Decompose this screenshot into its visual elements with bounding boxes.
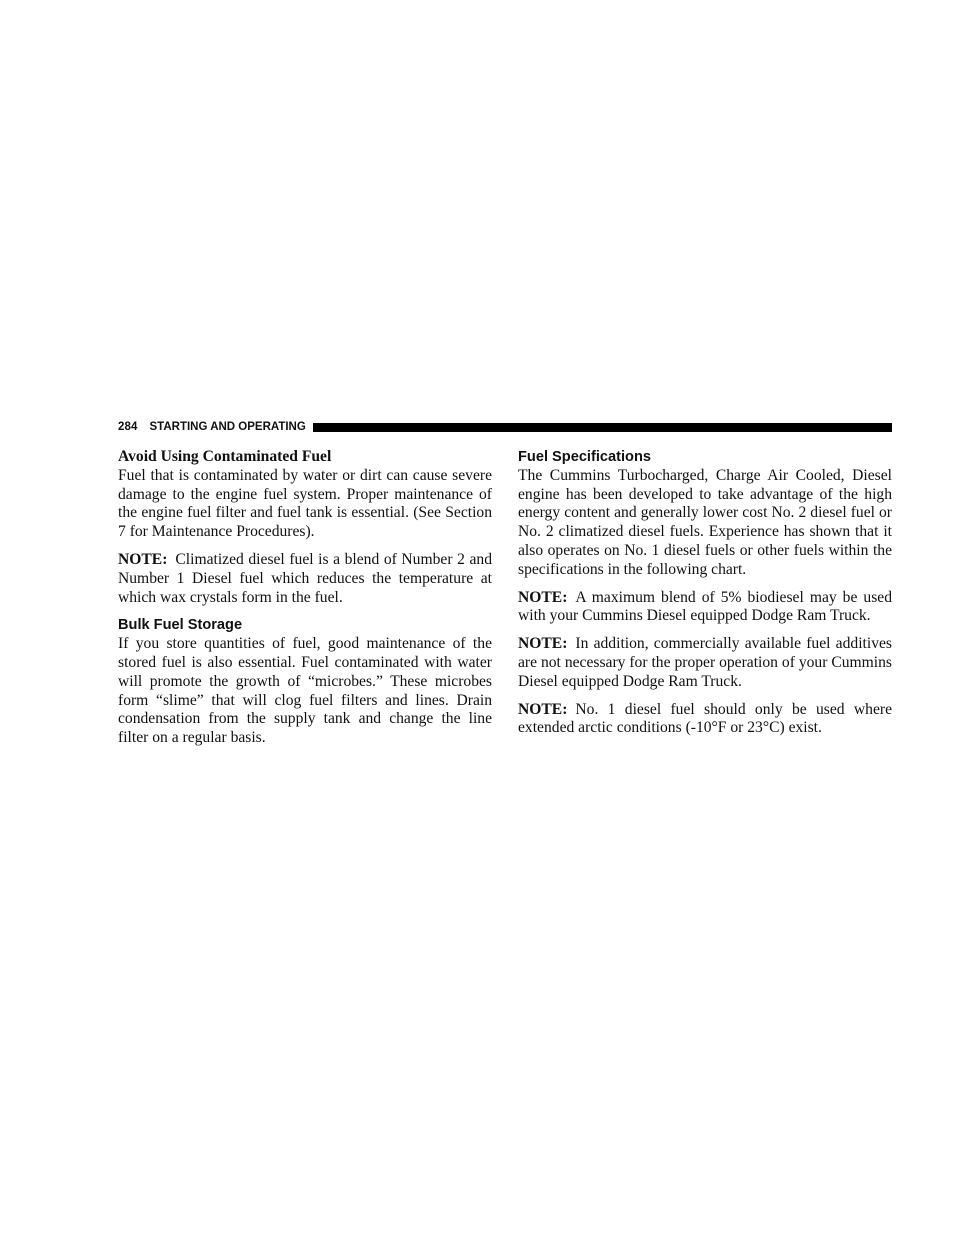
note-text: A maximum blend of 5% biodiesel may be used with your Cummins Diesel equipped Dodge Ram Truck. (518, 588, 892, 625)
left-column (118, 448, 492, 757)
bulk-fuel-storage-paragraph: If you store quantities of fuel, good maintenance of the stored fuel is also essential. Fuel contaminated with water will promote the growth of “microbes.” These microbes form “slime” that will clog fuel filters and lines. Drain condensation from the supply tank and change the line filter on a regular basis. (118, 635, 492, 747)
note-fuel-additives (518, 635, 892, 691)
note-climatized-fuel (118, 551, 492, 607)
fuel-specifications-heading: Fuel Specifications (518, 449, 651, 465)
header-rule (313, 423, 892, 432)
note-label: NOTE: (118, 550, 168, 568)
avoid-contaminated-fuel-paragraph: Fuel that is contaminated by water or dirt can cause severe damage to the engine fuel system. Proper maintenance of the engine fuel filter and fuel tank is essential. (See Section 7 for Maintenance Procedures). (118, 466, 492, 541)
note-label: NOTE: (518, 588, 568, 606)
note-label: NOTE: (518, 635, 568, 653)
page-header (118, 420, 892, 434)
bulk-fuel-storage-heading: Bulk Fuel Storage (118, 617, 243, 634)
avoid-contaminated-fuel-heading: Avoid Using Contaminated Fuel (118, 448, 332, 465)
fuel-specifications-paragraph: The Cummins Turbocharged, Charge Air Cooled, Diesel engine has been developed to take advantage of the high energy content and generally lower cost No. 2 diesel fuel or No. 2 climatized diesel fuels. Experience has shown that it also operates on No. 1 diesel fuels or other fuels within the specifications in the following chart. (518, 466, 892, 578)
page-number: 284 (118, 421, 138, 433)
note-text: Climatized diesel fuel is a blend of Number 2 and Number 1 Diesel fuel which reduces the temperature at which wax crystals form in the fuel. (118, 550, 492, 606)
note-biodiesel (518, 589, 892, 627)
right-column (518, 448, 892, 747)
section-title: STARTING AND OPERATING (149, 421, 306, 433)
note-text: In addition, commercially available fuel additives are not necessary for the proper operation of your Cummins Diesel equipped Dodge Ram Truck. (518, 635, 892, 690)
note-label: NOTE: (518, 700, 568, 718)
note-text: No. 1 diesel fuel should only be used where extended arctic conditions (-10°F or 23°C) exist. (518, 700, 892, 737)
note-no1-diesel (518, 701, 892, 739)
